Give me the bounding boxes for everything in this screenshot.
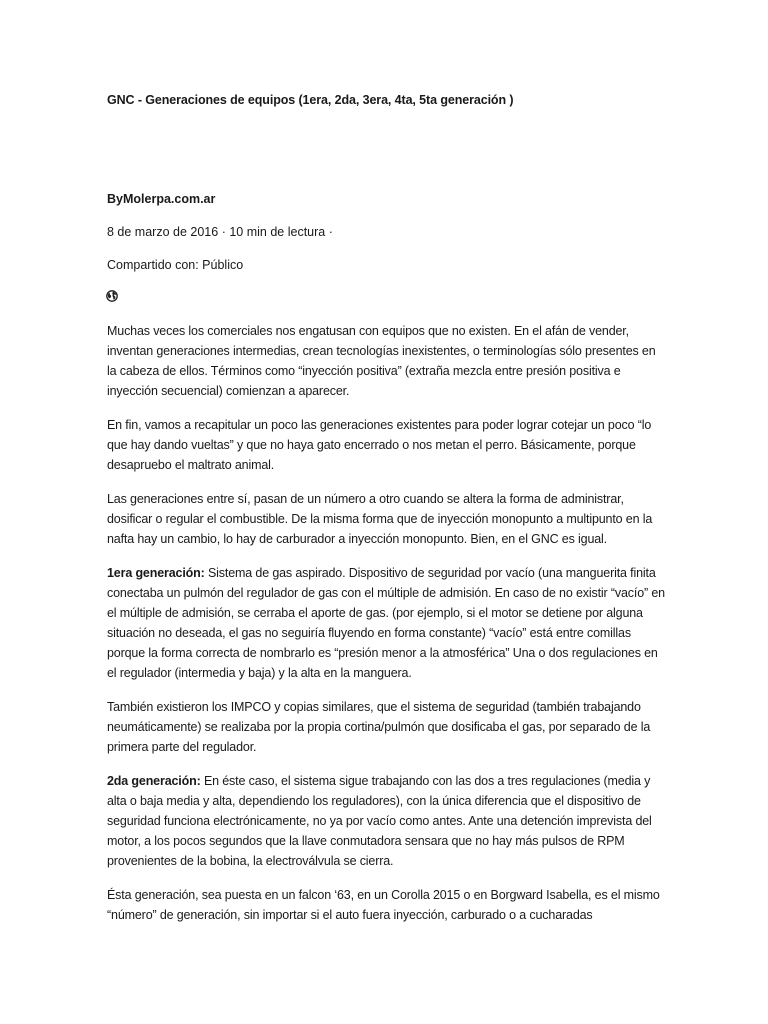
author-name[interactable]: ByMolerpa.com.ar (107, 192, 216, 206)
paragraph-6 (107, 771, 667, 871)
first-generation-text: Sistema de gas aspirado. Dispositivo de seguridad por vacío (una manguerita finita conectaba un pulmón del regulador de gas con el múltiple de admisión. En caso de no existir “vacío” en el múltiple de admisión, se cerraba el aporte de gas. (por ejemplo, si el motor se detiene por alguna situación no deseada, el gas no seguiría fluyendo en forma constante) “vacío” está entre comillas porque la forma correcta de nombrarlo es “presión menor a la atmosférica” Una o dos regulaciones en el regulador (intermedia y baja) y la alta en la manguera. (107, 566, 665, 680)
first-generation-label: 1era generación: (107, 566, 205, 580)
paragraph-1: Muchas veces los comerciales nos engatusan con equipos que no existen. En el afán de vender, inventan generaciones intermedias, crean tecnologías inexistentes, o terminologías sólo presentes en la cabeza de ellos. Términos como “inyección positiva” (extraña mezcla entre presión positiva e inyección secuencial) comienzan a aparecer. (107, 324, 656, 398)
paragraph-4 (107, 563, 667, 683)
paragraph-5: También existieron los IMPCO y copias similares, que el sistema de seguridad (también trabajando neumáticamente) se realizaba por la propia cortina/pulmón que dosificaba el gas, por separado de la primera parte del regulador. (107, 700, 651, 754)
globe-icon (106, 289, 118, 301)
globe-icon-svg (106, 290, 118, 302)
second-generation-text: En éste caso, el sistema sigue trabajando con las dos a tres regulaciones (media y alta o baja media y alta, dependiendo los reguladores), con la única diferencia que el dispositivo de seguridad funciona electrónicamente, no ya por vacío como antes. Ante una detención imprevista del motor, a los pocos segundos que la llave conmutadora sensara que no hay más pulsos de RPM provenientes de la bobina, la electroválvula se cierra. (107, 774, 652, 868)
read-time: 10 min de lectura (229, 225, 326, 239)
paragraph-7: Ésta generación, sea puesta en un falcon ‘63, en un Corolla 2015 o en Borgward Isabella, es el mismo “número” de generación, sin importar si el auto fuera inyección, carburado o a cucharadas (107, 888, 660, 922)
shared-with: Compartido con: Público (107, 258, 244, 272)
paragraph-2: En fin, vamos a recapitular un poco las generaciones existentes para poder lograr cotejar un poco “lo que hay dando vueltas” y que no haya gato encerrado o nos metan el perro. Básicamente, porque desapruebo el maltrato animal. (107, 418, 652, 472)
meta-separator-trailing: · (328, 225, 333, 239)
second-generation-label: 2da generación: (107, 774, 201, 788)
meta-separator: · (221, 225, 226, 239)
article-body (107, 321, 667, 939)
paragraph-3: Las generaciones entre sí, pasan de un número a otro cuando se altera la forma de administrar, dosificar o regular el combustible. De la misma forma que de inyección monopunto a multipunto en la nafta hay un cambio, lo hay de carburador a inyección monopunto. Bien, en el GNC es igual. (107, 492, 653, 546)
post-date: 8 de marzo de 2016 (107, 225, 219, 239)
post-meta (107, 225, 333, 239)
document-title: GNC - Generaciones de equipos (1era, 2da, 3era, 4ta, 5ta generación ) (107, 93, 514, 107)
